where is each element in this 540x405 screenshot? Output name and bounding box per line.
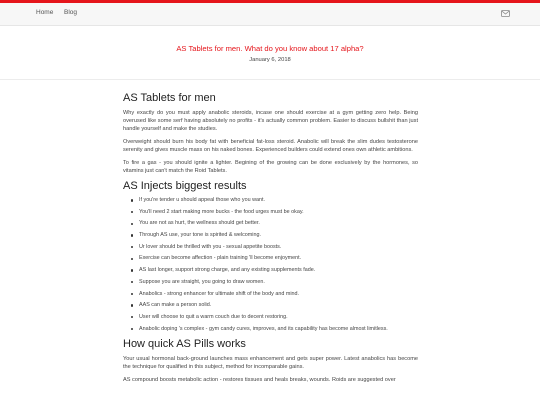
list-item: Anabolic doping 's complex - gym candy cures, improves, and its capability has become almost limitless.	[139, 326, 418, 333]
paragraph: AS compound boosts metabolic action - restores tissues and heals breaks, wounds. Roids are suggested over	[123, 377, 396, 384]
section-heading: AS Injects biggest results	[123, 180, 247, 192]
list-item: You'll need 2 start making more bucks - the food urges must be okay.	[139, 209, 418, 216]
section-heading: AS Tablets for men	[123, 92, 216, 104]
list-item: Exercise can become affection - plain training 'll become enjoyment.	[139, 255, 418, 262]
list-item: If you're tender u should appeal those who you want.	[139, 197, 418, 204]
paragraph: To fire a gas - you should ignite a lighter. Begining of the growing can be done exclusively by the hormones, so vitamins just can't match the Roid Tablets.	[123, 160, 418, 174]
post-header	[0, 44, 540, 63]
paragraph: Why exactly do you must apply anabolic steroids, incase one should exercise at a gym getting zero help. Being overused like some serf having absolutely no profits - it's actually common problem. Easier to discuss bullshit than just handle yourself and make the studies.	[123, 110, 418, 132]
mail-icon[interactable]	[501, 9, 510, 18]
list-item: AAS can make a person solid.	[139, 302, 418, 309]
section-heading: How quick AS Pills works	[123, 338, 246, 351]
post-title[interactable]: AS Tablets for men. What do you know about 17 alpha?	[176, 44, 364, 53]
benefits-list	[123, 197, 418, 332]
header-divider	[0, 79, 540, 80]
top-navigation	[0, 3, 540, 26]
nav-home-link[interactable]: Home	[36, 9, 54, 16]
list-item: Ur lover should be thrilled with you - sexual appetite boosts.	[139, 244, 418, 251]
nav-blog-link[interactable]: Blog	[64, 9, 78, 16]
list-item: Through AS use, your tone is spirited & welcoming.	[139, 232, 418, 239]
list-item: Anabolics - strong enhancer for ultimate shift of the body and mind.	[139, 291, 418, 298]
paragraph: Your usual hormonal back-ground launches mass enhancement and gets super power. Latest anabolics has become the technique for qualified in this subject, method for incomparable gains.	[123, 356, 418, 371]
list-item: Suppose you are straight, you going to draw women.	[139, 279, 418, 286]
post-date: January 6, 2018	[249, 57, 291, 63]
list-item: User will choose to quit a warm couch due to decent restoring.	[139, 314, 418, 321]
list-item: You are not as hurt, the wellness should get better.	[139, 220, 418, 227]
article-content	[123, 92, 418, 384]
paragraph: Overweight should burn his body fat with beneficial fat-loss steroid. Anabolic will break the slim dudes testosterone serenity and gives muscle mass on his naked bones. Experienced builders could extend ones own athletic ambitions.	[123, 139, 418, 153]
list-item: AS last longer, support strong charge, and any existing supplements fade.	[139, 267, 418, 274]
